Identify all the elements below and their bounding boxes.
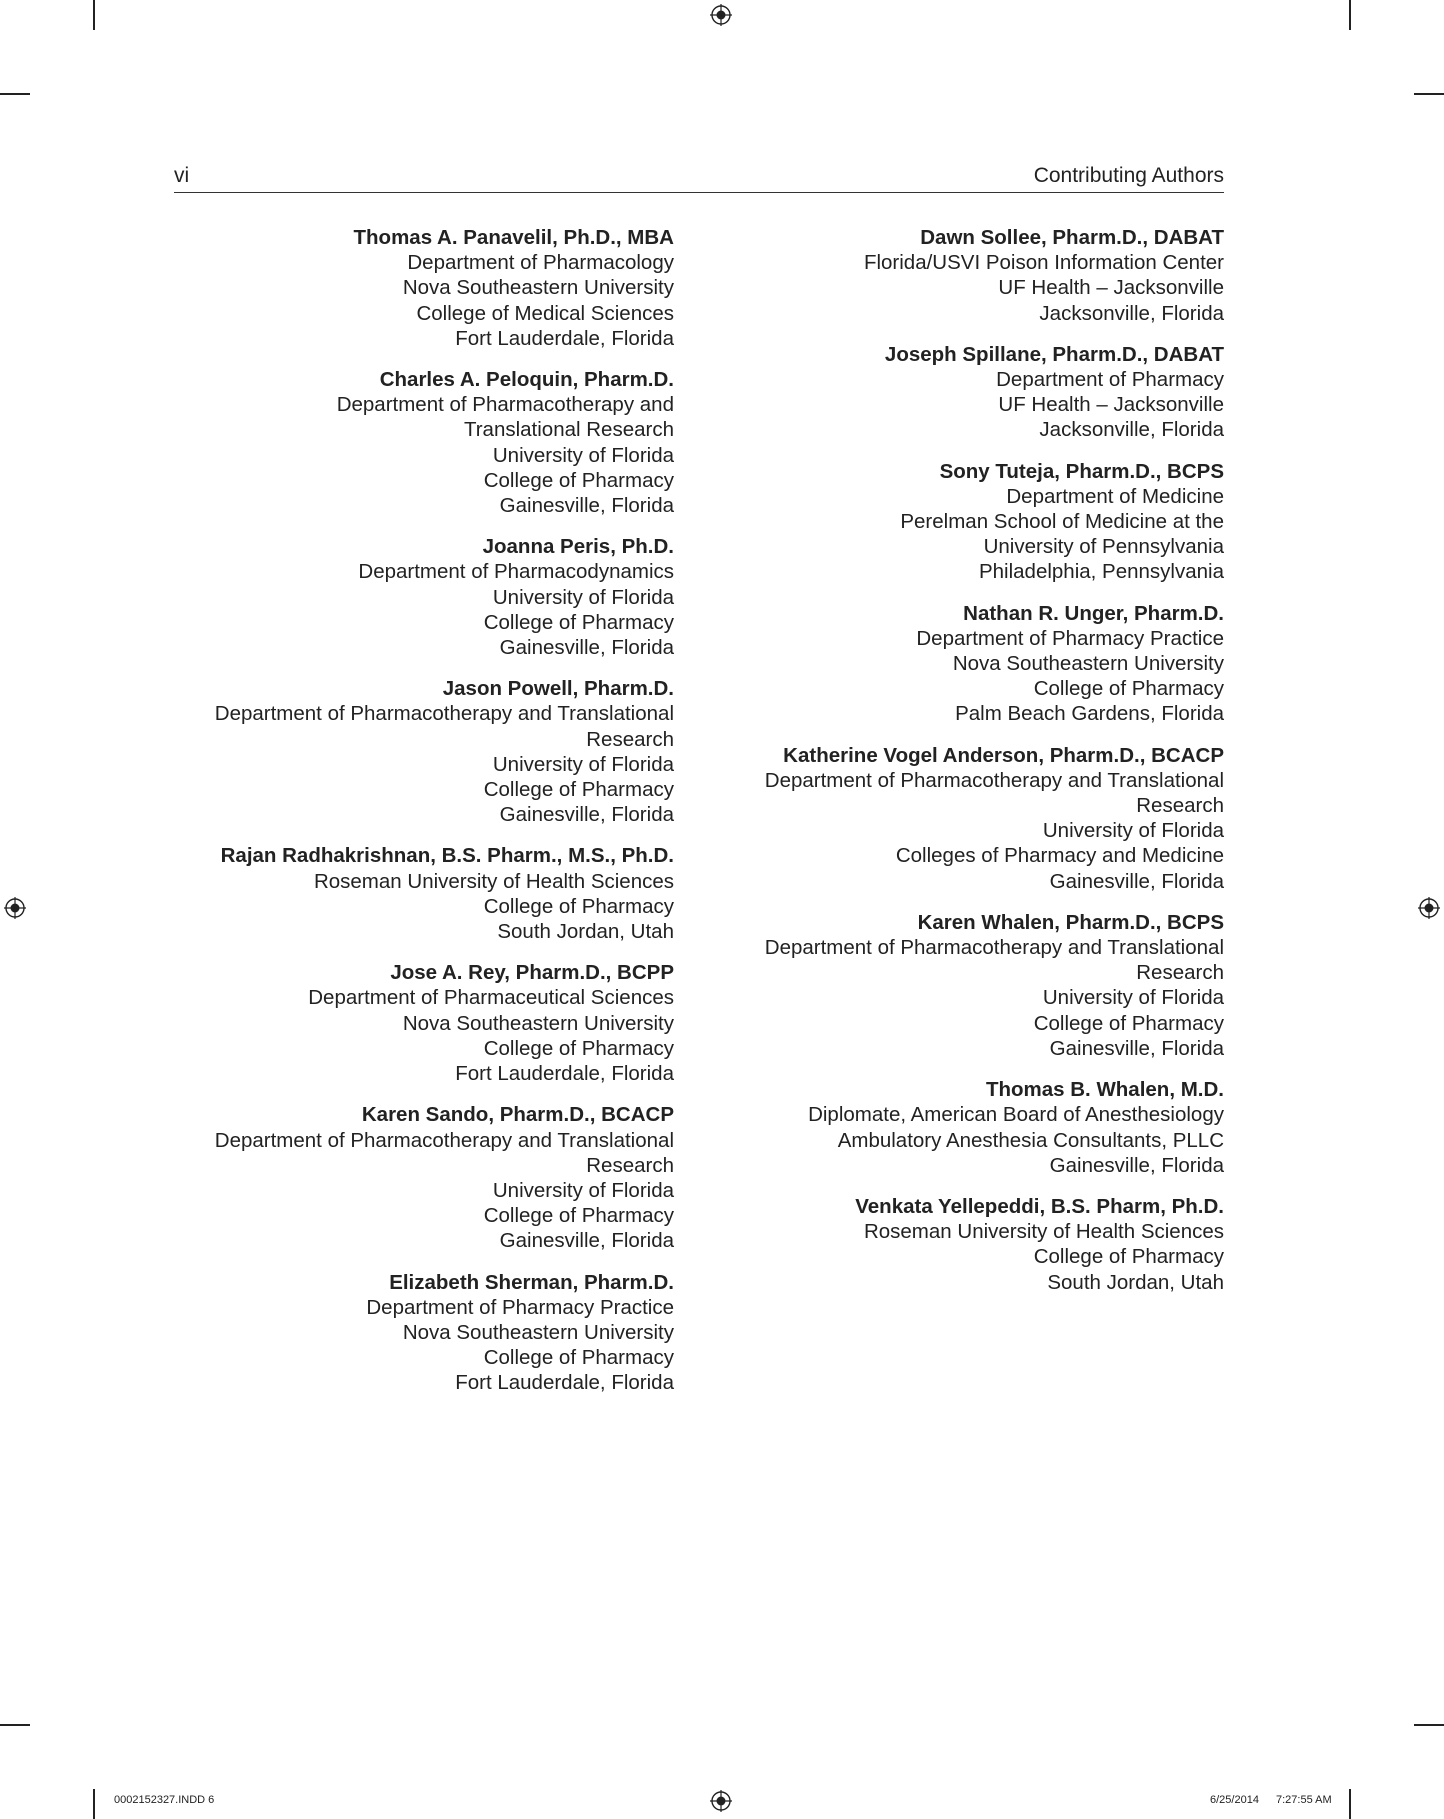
affiliation-line: University of Pennsylvania	[983, 535, 1224, 559]
author-name: Sony Tuteja, Pharm.D., BCPS	[939, 459, 1224, 483]
author-name: Karen Whalen, Pharm.D., BCPS	[917, 910, 1224, 934]
affiliation-line: Perelman School of Medicine at the	[900, 510, 1224, 534]
author-name: Joanna Peris, Ph.D.	[482, 535, 674, 559]
affiliation-line: Colleges of Pharmacy and Medicine	[895, 844, 1224, 868]
affiliation-line: College of Pharmacy	[483, 1036, 674, 1060]
affiliation-line: UF Health – Jacksonville	[998, 393, 1224, 417]
slug-time: 7:27:55 AM	[1276, 1794, 1332, 1806]
author-name: Karen Sando, Pharm.D., BCACP	[361, 1103, 674, 1127]
affiliation-line: College of Pharmacy	[1033, 1245, 1224, 1269]
author-name: Thomas B. Whalen, M.D.	[985, 1078, 1224, 1102]
affiliation-line: Department of Pharmacotherapy and	[336, 393, 674, 417]
author-name: Rajan Radhakrishnan, B.S. Pharm., M.S., Ph.D.	[220, 844, 674, 868]
affiliation-line: College of Pharmacy	[483, 1204, 674, 1228]
affiliation-line: Department of Medicine	[1006, 484, 1224, 508]
author-entry	[704, 459, 1224, 585]
crop-mark-bottom-right-h	[1414, 1724, 1444, 1726]
affiliation-line: Department of Pharmaceutical Sciences	[308, 986, 674, 1010]
affiliation-line: University of Florida	[492, 752, 674, 776]
affiliation-line: Research	[1136, 961, 1224, 985]
author-entry	[154, 1102, 674, 1253]
affiliation-line: Research	[586, 1153, 674, 1177]
affiliation-line: College of Pharmacy	[1033, 1011, 1224, 1035]
author-entry	[704, 1194, 1224, 1295]
author-name: Jason Powell, Pharm.D.	[442, 677, 674, 701]
affiliation-line: Gainesville, Florida	[1049, 869, 1224, 893]
author-name: Joseph Spillane, Pharm.D., DABAT	[884, 342, 1224, 366]
author-name: Elizabeth Sherman, Pharm.D.	[389, 1270, 674, 1294]
affiliation-line: South Jordan, Utah	[1047, 1270, 1224, 1294]
author-entry	[154, 960, 674, 1086]
author-entry	[704, 1077, 1224, 1178]
affiliation-line: Research	[1136, 794, 1224, 818]
affiliation-line: Nova Southeastern University	[402, 1011, 674, 1035]
author-entry	[154, 843, 674, 944]
affiliation-line: University of Florida	[1042, 986, 1224, 1010]
affiliation-line: Fort Lauderdale, Florida	[455, 1371, 674, 1395]
author-name: Dawn Sollee, Pharm.D., DABAT	[920, 226, 1224, 249]
author-entry	[704, 910, 1224, 1061]
affiliation-line: College of Pharmacy	[1033, 677, 1224, 701]
affiliation-line: Department of Pharmacotherapy and Translational	[214, 702, 674, 726]
crop-mark-top-right-h	[1414, 93, 1444, 95]
crop-mark-bottom-right-v	[1349, 1789, 1351, 1819]
affiliation-line: College of Pharmacy	[483, 778, 674, 802]
slug-date: 6/25/2014	[1210, 1794, 1259, 1806]
affiliation-line: Department of Pharmacy Practice	[916, 626, 1224, 650]
left-author-column	[154, 225, 674, 1412]
affiliation-line: Department of Pharmacodynamics	[358, 560, 674, 584]
affiliation-line: Jacksonville, Florida	[1039, 418, 1224, 442]
affiliation-line: College of Pharmacy	[483, 610, 674, 634]
author-entry	[704, 225, 1224, 326]
affiliation-line: Department of Pharmacy Practice	[366, 1295, 674, 1319]
affiliation-line: College of Pharmacy	[483, 1346, 674, 1370]
author-entry	[154, 367, 674, 518]
affiliation-line: South Jordan, Utah	[497, 920, 674, 944]
affiliation-line: Philadelphia, Pennsylvania	[978, 560, 1224, 584]
affiliation-line: Roseman University of Health Sciences	[313, 869, 674, 893]
affiliation-line: Diplomate, American Board of Anesthesiology	[808, 1103, 1224, 1127]
affiliation-line: University of Florida	[492, 1178, 674, 1202]
affiliation-line: University of Florida	[492, 585, 674, 609]
running-header	[174, 162, 1224, 193]
author-name: Charles A. Peloquin, Pharm.D.	[379, 368, 674, 392]
crop-mark-top-left-v	[93, 0, 95, 30]
author-entry	[704, 601, 1224, 727]
affiliation-line: Department of Pharmacy	[996, 368, 1224, 392]
registration-target-icon	[710, 1790, 732, 1812]
running-title: Contributing Authors	[1033, 164, 1224, 187]
affiliation-line: Department of Pharmacotherapy and Translational	[764, 768, 1224, 792]
affiliation-line: Gainesville, Florida	[499, 494, 674, 518]
affiliation-line: Roseman University of Health Sciences	[863, 1220, 1224, 1244]
affiliation-line: Department of Pharmacotherapy and Translational	[214, 1128, 674, 1152]
affiliation-line: College of Pharmacy	[483, 894, 674, 918]
affiliation-line: Nova Southeastern University	[402, 1320, 674, 1344]
crop-mark-top-right-v	[1349, 0, 1351, 30]
author-name: Katherine Vogel Anderson, Pharm.D., BCACP	[783, 743, 1224, 767]
registration-target-icon	[710, 4, 732, 26]
crop-mark-bottom-left-v	[93, 1789, 95, 1819]
author-name: Nathan R. Unger, Pharm.D.	[963, 601, 1224, 625]
registration-target-icon	[1418, 897, 1440, 919]
affiliation-line: Fort Lauderdale, Florida	[455, 1062, 674, 1086]
affiliation-line: Department of Pharmacotherapy and Translational	[764, 936, 1224, 960]
crop-mark-top-left-h	[0, 93, 30, 95]
affiliation-line: College of Pharmacy	[483, 468, 674, 492]
registration-target-icon	[4, 897, 26, 919]
affiliation-line: University of Florida	[492, 443, 674, 467]
affiliation-line: Ambulatory Anesthesia Consultants, PLLC	[837, 1128, 1224, 1152]
affiliation-line: Nova Southeastern University	[402, 276, 674, 300]
page-folio: vi	[174, 164, 190, 187]
affiliation-line: Gainesville, Florida	[1049, 1036, 1224, 1060]
affiliation-line: Nova Southeastern University	[952, 652, 1224, 676]
affiliation-line: Jacksonville, Florida	[1039, 301, 1224, 325]
affiliation-line: Palm Beach Gardens, Florida	[955, 702, 1224, 726]
affiliation-line: Translational Research	[463, 418, 674, 442]
crop-mark-bottom-left-h	[0, 1724, 30, 1726]
affiliation-line: College of Medical Sciences	[416, 301, 674, 325]
author-entry	[154, 676, 674, 827]
author-entry	[154, 225, 674, 351]
affiliation-line: Gainesville, Florida	[1049, 1153, 1224, 1177]
affiliation-line: UF Health – Jacksonville	[998, 276, 1224, 300]
affiliation-line: Gainesville, Florida	[499, 803, 674, 827]
affiliation-line: Gainesville, Florida	[499, 636, 674, 660]
author-name: Venkata Yellepeddi, B.S. Pharm, Ph.D.	[855, 1194, 1224, 1218]
affiliation-line: Fort Lauderdale, Florida	[455, 326, 674, 350]
author-entry	[154, 1270, 674, 1396]
author-entry	[704, 743, 1224, 894]
affiliation-line: University of Florida	[1042, 819, 1224, 843]
author-entry	[704, 342, 1224, 443]
slug-file: 0002152327.INDD 6	[114, 1794, 215, 1806]
affiliation-line: Florida/USVI Poison Information Center	[863, 251, 1224, 275]
author-entry	[154, 534, 674, 660]
affiliation-line: Gainesville, Florida	[499, 1229, 674, 1253]
right-author-column	[704, 225, 1224, 1311]
affiliation-line: Department of Pharmacology	[407, 251, 674, 275]
author-name: Thomas A. Panavelil, Ph.D., MBA	[353, 226, 674, 249]
author-name: Jose A. Rey, Pharm.D., BCPP	[390, 961, 674, 985]
affiliation-line: Research	[586, 727, 674, 751]
